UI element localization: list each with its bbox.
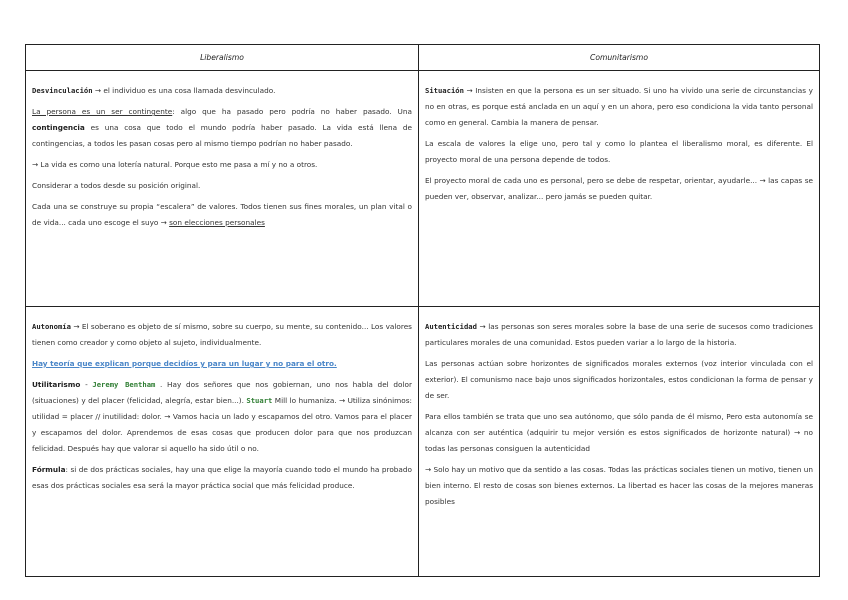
term: Autonomía bbox=[32, 322, 71, 331]
name-highlight: Jeremy Bentham bbox=[92, 380, 156, 389]
bold-text: Utilitarismo bbox=[32, 380, 81, 389]
paragraph bbox=[32, 356, 412, 372]
paragraph bbox=[32, 462, 412, 494]
comparison-table bbox=[25, 44, 820, 577]
paragraph bbox=[32, 377, 412, 457]
text: Cada una se construye su propia “escalera” de valores. Todos tienen sus fines morales, un plan vital o de vida... cada uno escoge el suyo → bbox=[32, 202, 412, 227]
text: → el individuo es una cosa llamada desvinculado. bbox=[92, 86, 276, 95]
underlined-text: La persona es un ser contingente bbox=[32, 107, 173, 116]
name-highlight: Stuart bbox=[246, 396, 273, 405]
paragraph bbox=[425, 319, 813, 351]
header-row bbox=[26, 45, 820, 71]
theory-link[interactable]: Hay teoría que explican porque decidíos y para un lugar y no para el otro. bbox=[32, 359, 337, 368]
term: Desvinculación bbox=[32, 86, 93, 95]
paragraph bbox=[32, 199, 412, 231]
header-comunitarismo: Comunitarismo bbox=[419, 45, 820, 71]
bold-text: Fórmula bbox=[32, 465, 66, 474]
paragraph bbox=[425, 83, 813, 131]
cell-comunitarismo-bottom bbox=[419, 307, 820, 577]
term: Autenticidad bbox=[425, 322, 477, 331]
underlined-text: son elecciones personales bbox=[169, 218, 265, 227]
text: → Insisten en que la persona es un ser situado. Si uno ha vivido una serie de circunstancias y no en otras, es porque está anclada en un aquí y en un ahora, pero eso condiciona la vida tanto personal como en general. Cambia la manera de pensar. bbox=[425, 86, 813, 127]
paragraph bbox=[32, 319, 412, 351]
paragraph bbox=[32, 83, 412, 99]
paragraph: Considerar a todos desde su posición original. bbox=[32, 181, 201, 190]
paragraph: Para ellos también se trata que uno sea autónomo, que sólo panda de él mismo, Pero esta autonomía se alcanza con ser auténtica (adquirir tu mejor versión es estos significados de horizonte natural) → no todas las personas consiguen la autenticidad bbox=[425, 412, 813, 453]
paragraph: El proyecto moral de cada uno es personal, pero se debe de respetar, orientar, ayudarle... → las capas se pueden ver, observar, analizar... pero jamás se pueden quitar. bbox=[425, 176, 813, 201]
term: Situación bbox=[425, 86, 464, 95]
cell-liberalismo-bottom bbox=[26, 307, 419, 577]
text: : algo que ha pasado pero podría no haber pasado. Una bbox=[172, 107, 412, 116]
text: : si de dos prácticas sociales, hay una que elige la mayoría cuando todo el mundo ha probado esas dos prácticas sociales esa será la mayor práctica social que más felicidad produce. bbox=[32, 465, 412, 490]
cell-liberalismo-top bbox=[26, 71, 419, 307]
paragraph bbox=[32, 104, 412, 152]
text: - bbox=[80, 380, 93, 389]
header-liberalismo: Liberalismo bbox=[26, 45, 419, 71]
text: es una cosa que todo el mundo podría haber pasado. La vida está llena de contingencias, a todos les pasan cosas pero al mismo tiempo podrían no haber pasado. bbox=[32, 123, 412, 148]
paragraph: → Solo hay un motivo que da sentido a las cosas. Todas las prácticas sociales tienen un motivo, tienen un bien interno. El resto de cosas son bienes externos. La libertad es hacer las cosas de la mejores maneras posibles bbox=[425, 465, 813, 506]
text: Mill lo humaniza. → Utiliza sinónimos: utilidad = placer // inutilidad: dolor. → Vamos hacia un lado y escapamos del otro. Vamos para el placer y escapamos del dolor. Aprendemos de esas cosas que producen dolor para que nos produzcan felicidad. Después hay que valorar si aquello ha sido útil o no. bbox=[32, 396, 412, 453]
text: → El soberano es objeto de sí mismo, sobre su cuerpo, su mente, su contenido... Los valores tienen como creador y como objeto al sujeto, individualmente. bbox=[32, 322, 412, 347]
paragraph: La escala de valores la elige uno, pero tal y como lo plantea el liberalismo moral, es diferente. El proyecto moral de una persona depende de todos. bbox=[425, 139, 813, 164]
paragraph: → La vida es como una lotería natural. Porque esto me pasa a mí y no a otros. bbox=[32, 160, 318, 169]
text: → las personas son seres morales sobre la base de una serie de sucesos como tradiciones particulares morales de una comunidad. Estos pueden variar a lo largo de la historia. bbox=[425, 322, 813, 347]
table-row bbox=[26, 71, 820, 307]
text: . Hay dos señores que nos gobiernan, uno nos habla del dolor (situaciones) y del placer (felicidad, alegría, estar bien...). bbox=[32, 380, 412, 405]
cell-comunitarismo-top bbox=[419, 71, 820, 307]
paragraph: Las personas actúan sobre horizontes de significados morales externos (voz interior vinculada con el exterior). El comunismo nace bajo unos significados horizontales, estos condicionan la forma de pensar y de ser. bbox=[425, 359, 813, 400]
bold-text: contingencia bbox=[32, 123, 85, 132]
table-row bbox=[26, 307, 820, 577]
